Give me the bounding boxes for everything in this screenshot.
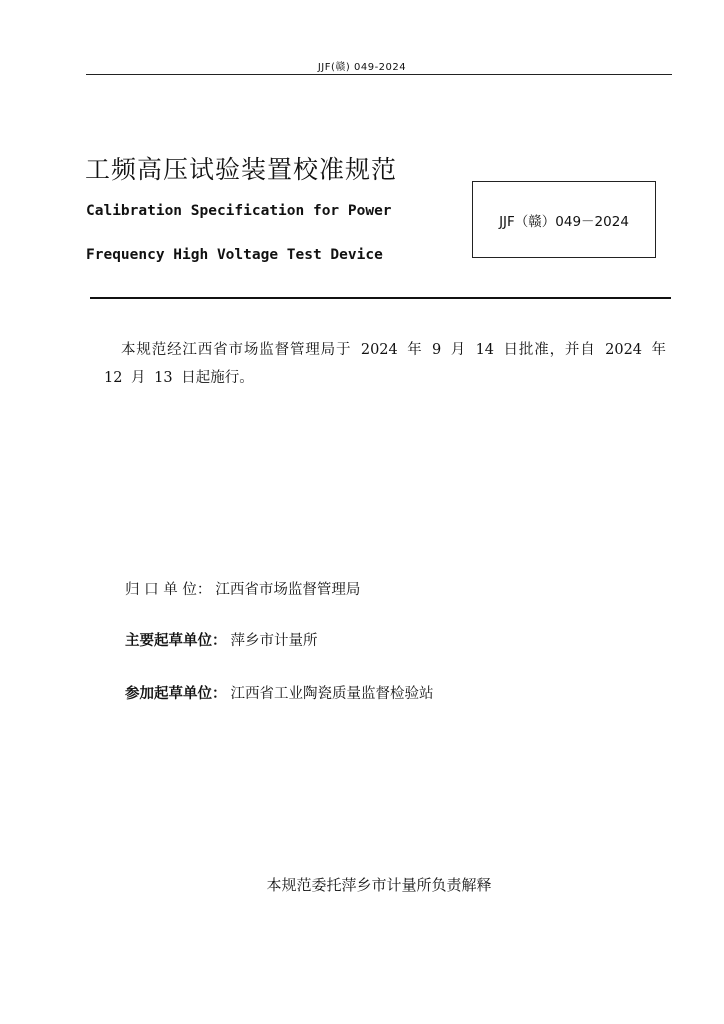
document-title-english-line1: Calibration Specification for Power bbox=[86, 203, 392, 219]
interpretation-note: 本规范委托萍乡市计量所负责解释 bbox=[266, 876, 492, 894]
document-title-english-line2: Frequency High Voltage Test Device bbox=[86, 247, 383, 263]
responsible-unit-label: 归 口 单 位： bbox=[125, 582, 212, 598]
participating-drafting-unit-row bbox=[125, 682, 434, 703]
participating-drafting-unit-label: 参加起草单位： bbox=[125, 686, 227, 702]
header-divider bbox=[86, 74, 672, 75]
main-drafting-unit-row bbox=[125, 629, 318, 650]
main-drafting-unit-value: 萍乡市计量所 bbox=[230, 633, 318, 649]
specification-code-box bbox=[472, 181, 656, 258]
approval-statement: 本规范经江西省市场监督管理局于 2024 年 9 月 14 日批准，并自 2024 年 12 月 13 日起施行。 bbox=[104, 342, 666, 386]
title-divider bbox=[90, 297, 671, 299]
specification-code: JJF（赣）049－2024 bbox=[499, 213, 629, 230]
document-title-chinese: 工频高压试验装置校准规范 bbox=[85, 155, 398, 184]
responsible-unit-value: 江西省市场监督管理局 bbox=[215, 582, 361, 598]
participating-drafting-unit-value: 江西省工业陶瓷质量监督检验站 bbox=[230, 686, 434, 702]
main-drafting-unit-label: 主要起草单位： bbox=[125, 633, 227, 649]
responsible-unit-row bbox=[125, 578, 360, 599]
running-header-code: JJF(赣) 049-2024 bbox=[317, 62, 407, 73]
